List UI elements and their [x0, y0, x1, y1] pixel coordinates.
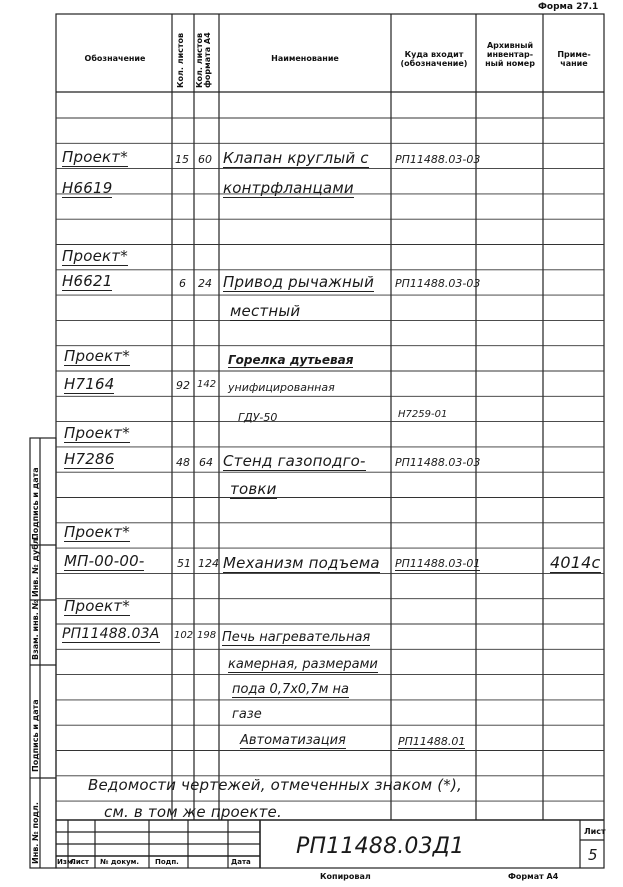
row4-sheets: 48 — [176, 456, 190, 469]
row3-a4: 142 — [197, 379, 217, 390]
row6-name-4: газе — [232, 707, 262, 722]
row2-goes-into: РП11488.03-03 — [395, 277, 481, 290]
row3-name-3: ГДУ-50 — [238, 411, 278, 424]
form-label: Форма 27.1 — [538, 2, 599, 12]
row6-designation-2: РП11488.03А — [62, 626, 160, 642]
row5-a4: 124 — [198, 557, 219, 570]
row2-designation-1: Проект* — [62, 247, 128, 265]
row4-a4: 64 — [199, 456, 213, 469]
bottom-format: Формат А4 — [508, 872, 559, 881]
row5-note: 4014с — [550, 553, 601, 572]
header-goes-into: Куда входит (обозначение) — [400, 50, 468, 69]
title-col-date: Дата — [231, 858, 251, 866]
footer-note-line2: см. в том же проекте. — [104, 803, 282, 821]
row1-name-1: Клапан круглый с — [223, 149, 369, 167]
header-sheets: Кол. листов — [176, 32, 185, 88]
row1-a4: 60 — [198, 153, 212, 166]
row1-goes-into: РП11488.03-03 — [395, 153, 481, 166]
row5-sheets: 51 — [177, 557, 191, 570]
header-sheets-a4: Кол. листов формата А4 — [195, 32, 213, 88]
row5-designation-2: МП-00-00- — [64, 552, 145, 570]
row5-goes-into: РП11488.03-01 — [395, 557, 481, 570]
row2-designation-2: Н6621 — [62, 272, 113, 290]
side-label-vzam: Взам. инв. № — [31, 599, 40, 660]
row4-name-2: товки — [230, 480, 277, 498]
title-col-list: Лист — [70, 858, 89, 866]
row4-goes-into: РП11488.03-03 — [395, 456, 481, 469]
row6-a4: 198 — [197, 630, 217, 641]
row6-name-5: Автоматизация — [240, 733, 346, 748]
header-name: Наименование — [271, 54, 339, 63]
side-label-inv-dubl: Инв. № дубл. — [31, 535, 40, 597]
title-sheet-label: Лист — [584, 827, 606, 836]
footer-note-line1: Ведомости чертежей, отмеченных знаком (*), — [88, 776, 462, 794]
row6-name-1: Печь нагревательная — [222, 630, 371, 645]
side-label-inv-orig: Инв. № подл. — [31, 802, 40, 864]
row1-designation-1: Проект* — [62, 148, 128, 166]
row2-a4: 24 — [198, 277, 212, 290]
row1-name-2: контрфланцами — [223, 179, 354, 197]
row4-name-1: Стенд газоподго- — [223, 452, 366, 470]
row2-sheets: 6 — [179, 277, 186, 290]
title-sheet-number: 5 — [588, 846, 598, 864]
row3-designation-1: Проект* — [64, 347, 130, 365]
row6-goes-into: РП11488.01 — [398, 735, 466, 748]
row3-name-2: унифицированная — [228, 381, 335, 394]
row4-designation-1: Проект* — [64, 424, 130, 442]
row5-designation-1: Проект* — [64, 523, 130, 541]
header-note: Приме- чание — [557, 50, 591, 69]
row4-designation-2: Н7286 — [64, 450, 115, 468]
row6-name-2: камерная, размерами — [228, 657, 378, 672]
side-label-sign-date-1: Подпись и дата — [31, 699, 40, 772]
row6-name-3: пода 0,7х0,7м на — [232, 682, 349, 697]
row2-name-1: Привод рычажный — [223, 273, 375, 291]
row6-sheets: 102 — [174, 630, 194, 641]
header-archive: Архивный инвентар- ный номер — [485, 41, 535, 69]
row3-goes-into: Н7259-01 — [398, 409, 448, 420]
row5-name-1: Механизм подъема — [223, 554, 380, 572]
title-col-doc: № докум. — [100, 858, 140, 866]
row3-designation-2: Н7164 — [64, 375, 115, 393]
row6-designation-1: Проект* — [64, 597, 130, 615]
title-col-izm: Изм. — [57, 858, 76, 866]
title-col-sign: Подп. — [155, 858, 179, 866]
side-label-sign-date-2: Подпись и дата — [31, 467, 40, 540]
title-doc-code: РП11488.03Д1 — [296, 834, 465, 859]
row1-designation-2: Н6619 — [62, 179, 113, 197]
bottom-copied: Копировал — [320, 872, 371, 881]
row3-sheets: 92 — [176, 379, 190, 392]
row3-name-1: Горелка дутьевая — [228, 353, 354, 367]
row1-sheets: 15 — [175, 153, 189, 166]
row2-name-2: местный — [230, 302, 301, 320]
header-designation: Обозначение — [84, 54, 146, 63]
